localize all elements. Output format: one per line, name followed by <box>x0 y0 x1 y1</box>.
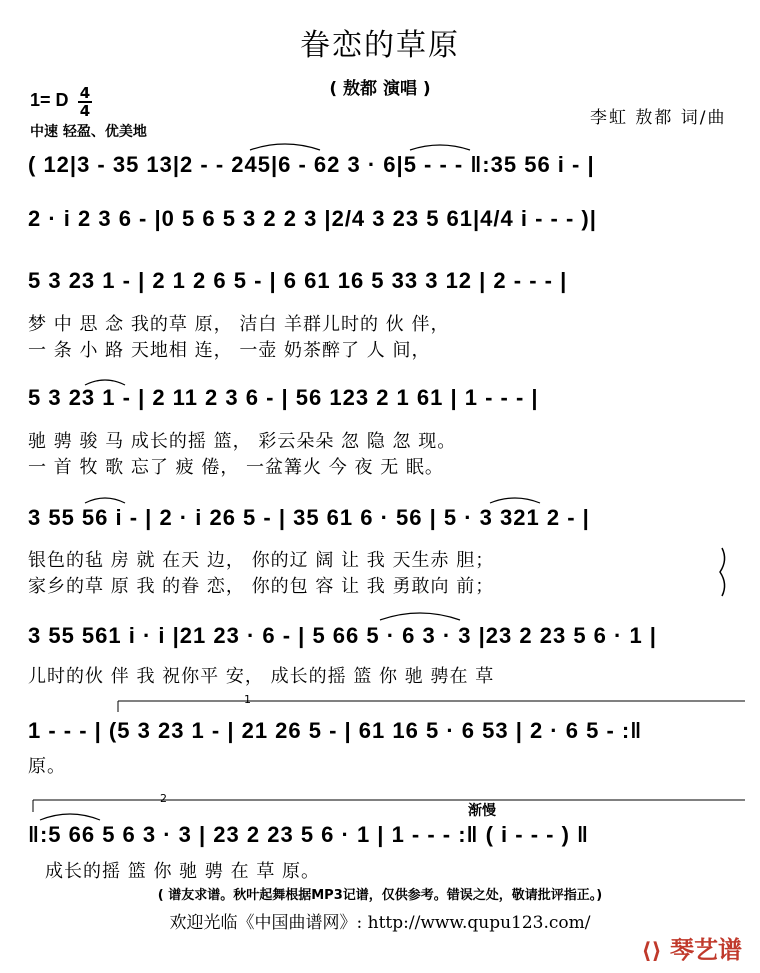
logo-text: 琴艺谱 <box>670 936 742 964</box>
lyric-line-3b: 家乡的草 原 我 的眷 恋， 你的包 容 让 我 勇敢向 前； <box>28 576 495 597</box>
lyric-line-2b: 一 首 牧 歌 忘了 疲 倦， 一盆篝火 今 夜 无 眠。 <box>28 457 444 478</box>
logo-icon: ⟨⟩ <box>641 939 662 964</box>
music-line-3: 5 3 23 1 - | 2 1 2 6 5 - | 6 61 16 5 33 3 12 | 2 - - - | <box>28 268 568 293</box>
slur <box>40 814 100 820</box>
slur <box>490 498 540 503</box>
welcome-link[interactable]: 欢迎光临《中国曲谱网》: http://www.qupu123.com/ <box>169 913 591 933</box>
site-logo <box>642 930 742 965</box>
music-line-1: ( 12|3 - 35 13|2 - - 245|6 - 62 3 · 6|5 - - - ‖:35 56 i - | <box>28 152 595 177</box>
lyric-line-6: 成长的摇 篮 你 驰 骋 在 草 原。 <box>45 861 321 882</box>
music-line-8: ‖:5 66 5 6 3 · 3 | 23 2 23 5 6 · 1 | 1 - - - :‖ ( i - - - ) ‖ <box>28 822 589 847</box>
ritardando-mark: 渐慢 <box>468 803 496 819</box>
credits: 李虹 敖都 词/曲 <box>590 108 727 128</box>
tempo-marking: 中速 轻盈、优美地 <box>30 124 147 140</box>
slur <box>85 380 125 385</box>
performer-line: ( 敖都 演唱 ) <box>329 79 431 99</box>
footnote: ( 谱友求谱。秋叶起舞根据MP3记谱，仅供参考。错误之处，敬请批评指正。) <box>157 888 603 903</box>
slur <box>85 498 125 503</box>
music-line-6: 3 55 561 i · i |21 23 · 6 - | 5 66 5 · 6 3 · 3 |23 2 23 5 6 · 1 | <box>28 623 657 648</box>
time-bottom: 4 <box>79 102 91 120</box>
music-line-4: 5 3 23 1 - | 2 11 2 3 6 - | 56 123 2 1 61 | 1 - - - | <box>28 385 539 410</box>
key-signature: 1= D <box>30 90 69 110</box>
lyric-line-4: 儿时的伙 伴 我 祝你平 安， 成长的摇 篮 你 驰 骋在 草 <box>28 666 495 687</box>
lyric-line-1b: 一 条 小 路 天地相 连， 一壶 奶茶醉了 人 间， <box>28 340 431 361</box>
slur <box>410 145 470 150</box>
volta-2-number: 2 <box>160 792 167 805</box>
slur <box>380 613 460 620</box>
music-line-2: 2 · i 2 3 6 - |0 5 6 5 3 2 2 3 |2/4 3 23 5 61|4/4 i - - - )| <box>28 206 597 231</box>
slur <box>250 144 320 150</box>
lyric-line-2a: 驰 骋 骏 马 成长的摇 篮， 彩云朵朵 忽 隐 忽 现。 <box>28 431 457 452</box>
time-top: 4 <box>79 84 91 102</box>
music-line-5: 3 55 56 i - | 2 · i 26 5 - | 35 61 6 · 56 | 5 · 3 321 2 - | <box>28 505 590 530</box>
lyric-line-1a: 梦 中 思 念 我的草 原， 洁白 羊群儿时的 伙 伴， <box>28 314 450 335</box>
volta-1-number: 1 <box>244 693 251 706</box>
music-line-7: 1 - - - | (5 3 23 1 - | 21 26 5 - | 61 16 5 · 6 53 | 2 · 6 5 - :‖ <box>28 718 643 743</box>
lyric-brace <box>720 548 725 596</box>
lyric-line-5: 原。 <box>28 756 66 777</box>
lyric-line-3a: 银色的毡 房 就 在天 边， 你的辽 阔 让 我 天生赤 胆； <box>28 550 495 571</box>
song-title: 眷恋的草原 <box>300 28 460 63</box>
